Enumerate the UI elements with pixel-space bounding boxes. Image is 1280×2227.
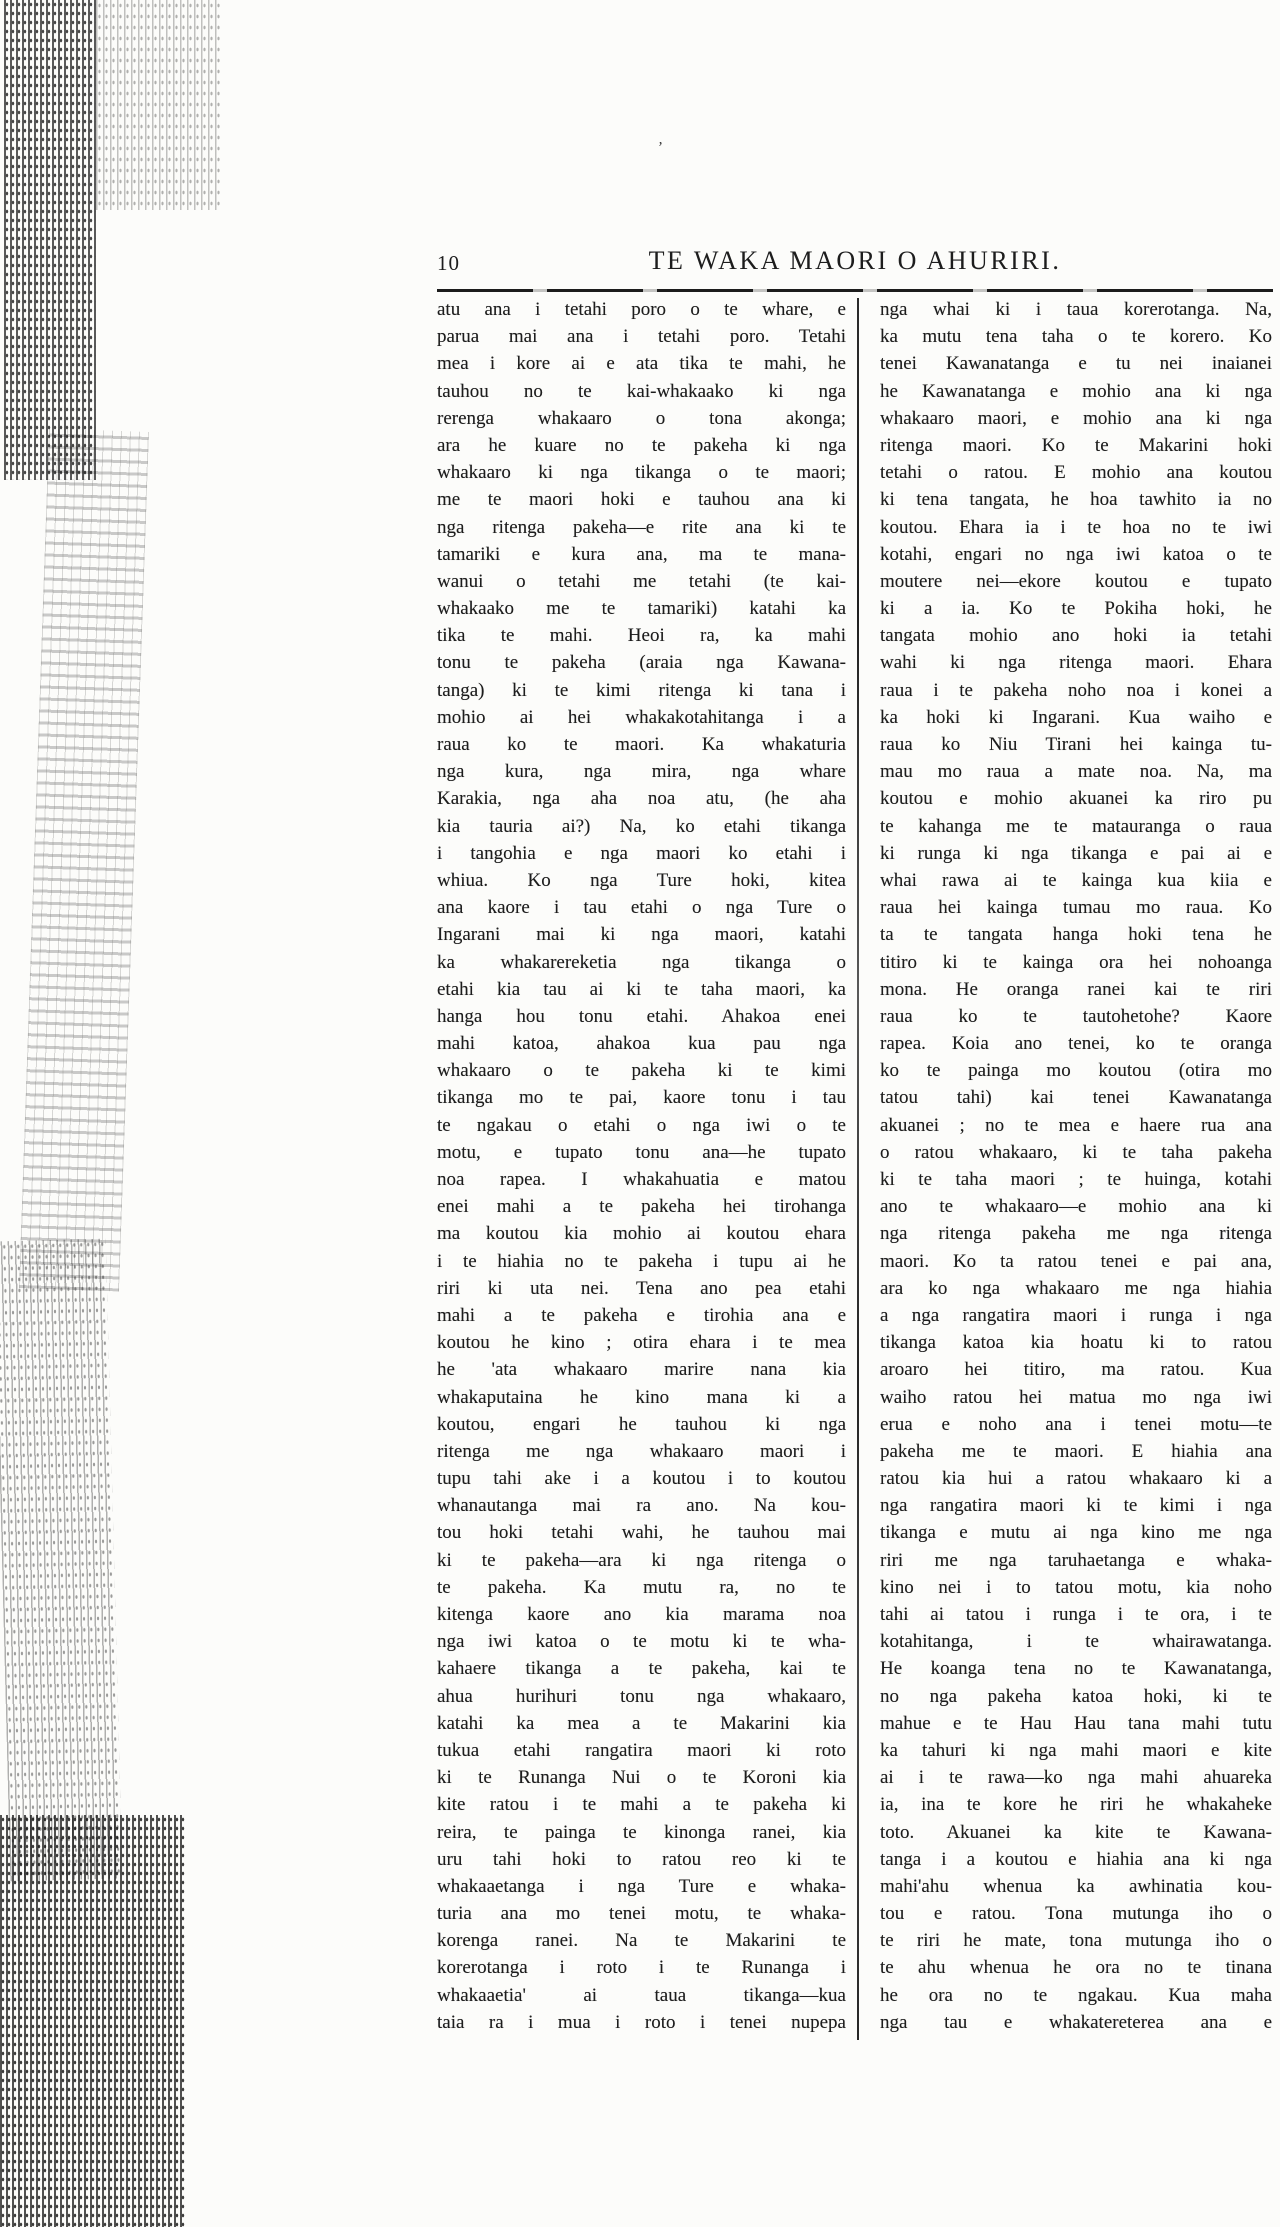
text-line: ratou kia hui a ratou whakaaro ki a — [880, 1468, 1272, 1490]
text-line: hanga hou tonu etahi. Ahakoa enei — [437, 1005, 846, 1027]
text-line: tahi ai tatou i runga i te ora, i te — [880, 1604, 1272, 1625]
text-line: waiho ratou hei matua mo nga iwi — [880, 1386, 1272, 1408]
text-line: titiro ki te kainga ora hei nohoanga — [880, 951, 1272, 973]
text-line: parua mai ana i tetahi poro. Tetahi — [437, 326, 846, 348]
text-line: tamariki e kura ana, ma te mana- — [437, 543, 846, 565]
text-line: koutou, engari he tauhou ki nga — [437, 1413, 846, 1435]
text-line: maori. Ko ta ratou tenei e pai ana, — [880, 1250, 1272, 1272]
text-line: enei mahi a te pakeha hei tirohanga — [437, 1196, 846, 1218]
text-line: etahi kia tau ai ki te taha maori, ka — [437, 978, 846, 1000]
text-line: raua ko te tautohetohe? Kaore — [880, 1005, 1272, 1027]
text-line: i te hiahia no te pakeha i tupu ai he — [437, 1250, 846, 1272]
text-line: ma koutou kia mohio ai koutou ehara — [437, 1223, 846, 1245]
scan-edge-noise-lower — [0, 1239, 122, 1882]
text-line: ano te whakaaro—e mohio ana ki — [880, 1196, 1272, 1218]
text-line: moutere nei—ekore koutou e tupato — [880, 570, 1272, 592]
text-line: riri me nga taruhaetanga e whaka- — [880, 1549, 1272, 1571]
text-line: koutou. Ehara ia i te hoa no te iwi — [880, 516, 1272, 538]
text-line: tou e ratou. Tona mutunga iho o — [880, 1903, 1272, 1925]
text-line: whakaaetanga i nga Ture e whaka- — [437, 1875, 846, 1897]
text-line: ka whakarereketia nga tikanga o — [437, 951, 846, 973]
scan-edge-noise-top-wide — [96, 0, 221, 210]
text-line: raua i te pakeha noho noa i konei a — [880, 679, 1272, 701]
text-line: tatou tahi) kai tenei Kawanatanga — [880, 1087, 1272, 1109]
text-line: mau mo raua a mate noa. Na, ma — [880, 761, 1272, 783]
text-column-right — [880, 296, 1272, 2036]
text-line: ki te Runanga Nui o te Koroni kia — [437, 1767, 846, 1789]
text-line: noa rapea. I whakahuatia e matou — [437, 1169, 846, 1190]
text-line: te riri he mate, tona mutunga iho o — [880, 1930, 1272, 1952]
text-line: a nga rangatira maori i runga i nga — [880, 1304, 1272, 1326]
text-line: ia, ina te kore he riri he whakaheke — [880, 1794, 1272, 1816]
text-line: atu ana i tetahi poro o te whare, e — [437, 299, 846, 320]
text-line: koutou e mohio akuanei ka riro pu — [880, 788, 1272, 810]
text-line: tenei Kawanatanga e tu nei inaianei — [880, 353, 1272, 375]
text-line: ka mutu tena taha o te korero. Ko — [880, 326, 1272, 348]
text-line: tukua etahi rangatira maori ki roto — [437, 1739, 846, 1761]
text-line: te ahu whenua he ora no te tinana — [880, 1957, 1272, 1979]
text-line: tauhou no te kai-whakaako ki nga — [437, 380, 846, 402]
text-line: tangata mohio ano hoki ia tetahi — [880, 625, 1272, 647]
text-line: nga iwi katoa o te motu ki te wha- — [437, 1631, 846, 1653]
text-line: tupu tahi ake i a koutou i to koutou — [437, 1468, 846, 1490]
text-line: kia tauria ai?) Na, ko etahi tikanga — [437, 815, 846, 837]
text-line: tou hoki tetahi wahi, he tauhou mai — [437, 1522, 846, 1544]
text-line: whai rawa ai te kainga kua kiia e — [880, 869, 1272, 891]
text-line: ta te tangata hanga hoki tena he — [880, 924, 1272, 946]
text-line: uru tahi hoki to ratou reo ki te — [437, 1848, 846, 1870]
text-line: He koanga tena no te Kawanatanga, — [880, 1658, 1272, 1680]
text-line: te ngakau o etahi o nga iwi o te — [437, 1114, 846, 1136]
text-line: mahi katoa, ahakoa kua pau nga — [437, 1033, 846, 1055]
text-line: ki te taha maori ; te huinga, kotahi — [880, 1169, 1272, 1190]
text-line: taia ra i mua i roto i tenei nupepa — [437, 2011, 846, 2033]
scan-edge-noise-bottom — [0, 1815, 185, 2227]
text-line: raua ko Niu Tirani hei kainga tu- — [880, 734, 1272, 755]
text-line: whanautanga mai ra ano. Na kou- — [437, 1495, 846, 1517]
text-line: kino nei i to tatou motu, kia noho — [880, 1576, 1272, 1598]
text-line: nga tau e whakatereterea ana e — [880, 2011, 1272, 2033]
text-line: mea i kore ai e ata tika te mahi, he — [437, 353, 846, 375]
text-line: o ratou whakaaro, ki te taha pakeha — [880, 1141, 1272, 1163]
text-line: mahi a te pakeha e tirohia ana e — [437, 1304, 846, 1326]
text-line: me te maori hoki e tauhou ana ki — [437, 489, 846, 511]
text-line: tikanga katoa kia hoatu ki to ratou — [880, 1332, 1272, 1354]
text-line: nga rangatira maori ki te kimi i nga — [880, 1495, 1272, 1517]
text-line: whakaputaina he kino mana ki a — [437, 1386, 846, 1408]
masthead-title: TE WAKA MAORI O AHURIRI. — [648, 246, 1062, 275]
text-line: rapea. Koia ano tenei, ko te oranga — [880, 1033, 1272, 1055]
text-line: ritenga me nga whakaaro maori i — [437, 1440, 846, 1462]
text-line: i tangohia e nga maori ko etahi i — [437, 842, 846, 864]
text-line: reira, te painga te kinonga ranei, kia — [437, 1821, 846, 1843]
text-line: te kahanga me te matauranga o raua — [880, 815, 1272, 837]
text-line: katahi ka mea a te Makarini kia — [437, 1712, 846, 1734]
text-line: tanga) ki te kimi ritenga ki tana i — [437, 679, 846, 701]
text-line: tonu te pakeha (araia nga Kawana- — [437, 652, 846, 674]
text-line: korenga ranei. Na te Makarini te — [437, 1930, 846, 1952]
text-line: kahaere tikanga a te pakeha, kai te — [437, 1658, 846, 1680]
text-line: nga whai ki i taua korerotanga. Na, — [880, 299, 1272, 320]
text-line: tanga i a koutou e hiahia ana ki nga — [880, 1848, 1272, 1870]
text-line: rerenga whakaaro o tona akonga; — [437, 407, 846, 429]
text-column-left — [437, 296, 846, 2036]
text-line: te pakeha. Ka mutu ra, no te — [437, 1576, 846, 1598]
text-line: whakaaetia' ai taua tikanga—kua — [437, 1984, 846, 2006]
text-line: turia ana mo tenei motu, te whaka- — [437, 1903, 846, 1925]
text-line: ka hoki ki Ingarani. Kua waiho e — [880, 706, 1272, 728]
text-line: raua hei kainga tumau mo raua. Ko — [880, 897, 1272, 919]
text-line: raua ko te maori. Ka whakaturia — [437, 734, 846, 755]
text-line: wahi ki nga ritenga maori. Ehara — [880, 652, 1272, 674]
text-line: nga kura, nga mira, nga whare — [437, 761, 846, 783]
text-line: mohio ai hei whakakotahitanga i a — [437, 706, 846, 728]
text-line: kitenga kaore ano kia marama noa — [437, 1604, 846, 1625]
text-line: kite ratou i te mahi a te pakeha ki — [437, 1794, 846, 1816]
text-line: whakaako me te tamariki) katahi ka — [437, 598, 846, 620]
text-line: pakeha me te maori. E hiahia ana — [880, 1440, 1272, 1462]
text-line: nga ritenga pakeha me nga ritenga — [880, 1223, 1272, 1245]
text-line: korerotanga i roto i te Runanga i — [437, 1957, 846, 1979]
text-line: ki te pakeha—ara ki nga ritenga o — [437, 1549, 846, 1571]
text-line: akuanei ; no te mea e haere rua ana — [880, 1114, 1272, 1136]
text-line: ai i te rawa—ko nga mahi ahuareka — [880, 1767, 1272, 1789]
text-line: ki runga ki nga tikanga e pai ai e — [880, 842, 1272, 864]
text-line: ara ko nga whakaaro me nga hiahia — [880, 1277, 1272, 1299]
text-line: tika te mahi. Heoi ra, ka mahi — [437, 625, 846, 647]
text-line: tetahi o ratou. E mohio ana koutou — [880, 462, 1272, 484]
text-line: wanui o tetahi me tetahi (te kai- — [437, 570, 846, 592]
text-line: he 'ata whakaaro marire nana kia — [437, 1359, 846, 1381]
text-line: riri ki uta nei. Tena ano pea etahi — [437, 1277, 846, 1299]
text-line: no nga pakeha katoa hoki, ki te — [880, 1685, 1272, 1707]
text-line: koutou he kino ; otira ehara i te mea — [437, 1332, 846, 1354]
text-line: erua e noho ana i tenei motu—te — [880, 1413, 1272, 1435]
text-line: whiua. Ko nga Ture hoki, kitea — [437, 869, 846, 891]
text-line: nga ritenga pakeha—e rite ana ki te — [437, 516, 846, 538]
text-line: Karakia, nga aha noa atu, (he aha — [437, 788, 846, 810]
text-line: mahi'ahu whenua ka awhinatia kou- — [880, 1875, 1272, 1897]
text-line: Ingarani mai ki nga maori, katahi — [437, 924, 846, 946]
text-line: ritenga maori. Ko te Makarini hoki — [880, 434, 1272, 456]
scan-edge-noise-middle — [19, 429, 149, 1292]
page-number: 10 — [437, 251, 460, 275]
text-line: he ora no te ngakau. Kua maha — [880, 1984, 1272, 2006]
text-line: ki a ia. Ko te Pokiha hoki, he — [880, 598, 1272, 620]
text-line: aroaro hei titiro, ma ratou. Kua — [880, 1359, 1272, 1381]
text-line: mona. He oranga ranei kai te riri — [880, 978, 1272, 1000]
column-divider — [857, 298, 859, 2040]
scan-edge-noise-top — [4, 0, 96, 480]
text-line: tikanga e mutu ai nga kino me nga — [880, 1522, 1272, 1544]
text-line: ka tahuri ki nga mahi maori e kite — [880, 1739, 1272, 1761]
header-rule — [437, 289, 1273, 292]
text-line: ki tena tangata, he hoa tawhito ia no — [880, 489, 1272, 511]
text-line: ko te painga mo koutou (otira mo — [880, 1060, 1272, 1082]
text-line: whakaaro o te pakeha ki te kimi — [437, 1060, 846, 1082]
text-line: motu, e tupato tonu ana—he tupato — [437, 1141, 846, 1163]
text-line: kotahi, engari no nga iwi katoa o te — [880, 543, 1272, 565]
text-line: mahue e te Hau Hau tana mahi tutu — [880, 1712, 1272, 1734]
text-line: he Kawanatanga e mohio ana ki nga — [880, 380, 1272, 402]
text-line: toto. Akuanei ka kite te Kawana- — [880, 1821, 1272, 1843]
text-line: whakaaro maori, e mohio ana ki nga — [880, 407, 1272, 429]
text-line: ahua hurihuri tonu nga whakaaro, — [437, 1685, 846, 1707]
text-line: tikanga mo te pai, kaore tonu i tau — [437, 1087, 846, 1109]
text-line: kotahitanga, i te whairawatanga. — [880, 1631, 1272, 1653]
text-line: ara he kuare no te pakeha ki nga — [437, 434, 846, 456]
text-line: ana kaore i tau etahi o nga Ture o — [437, 897, 846, 919]
text-line: whakaaro ki nga tikanga o te maori; — [437, 462, 846, 484]
ink-speck: ʼ — [658, 140, 663, 156]
